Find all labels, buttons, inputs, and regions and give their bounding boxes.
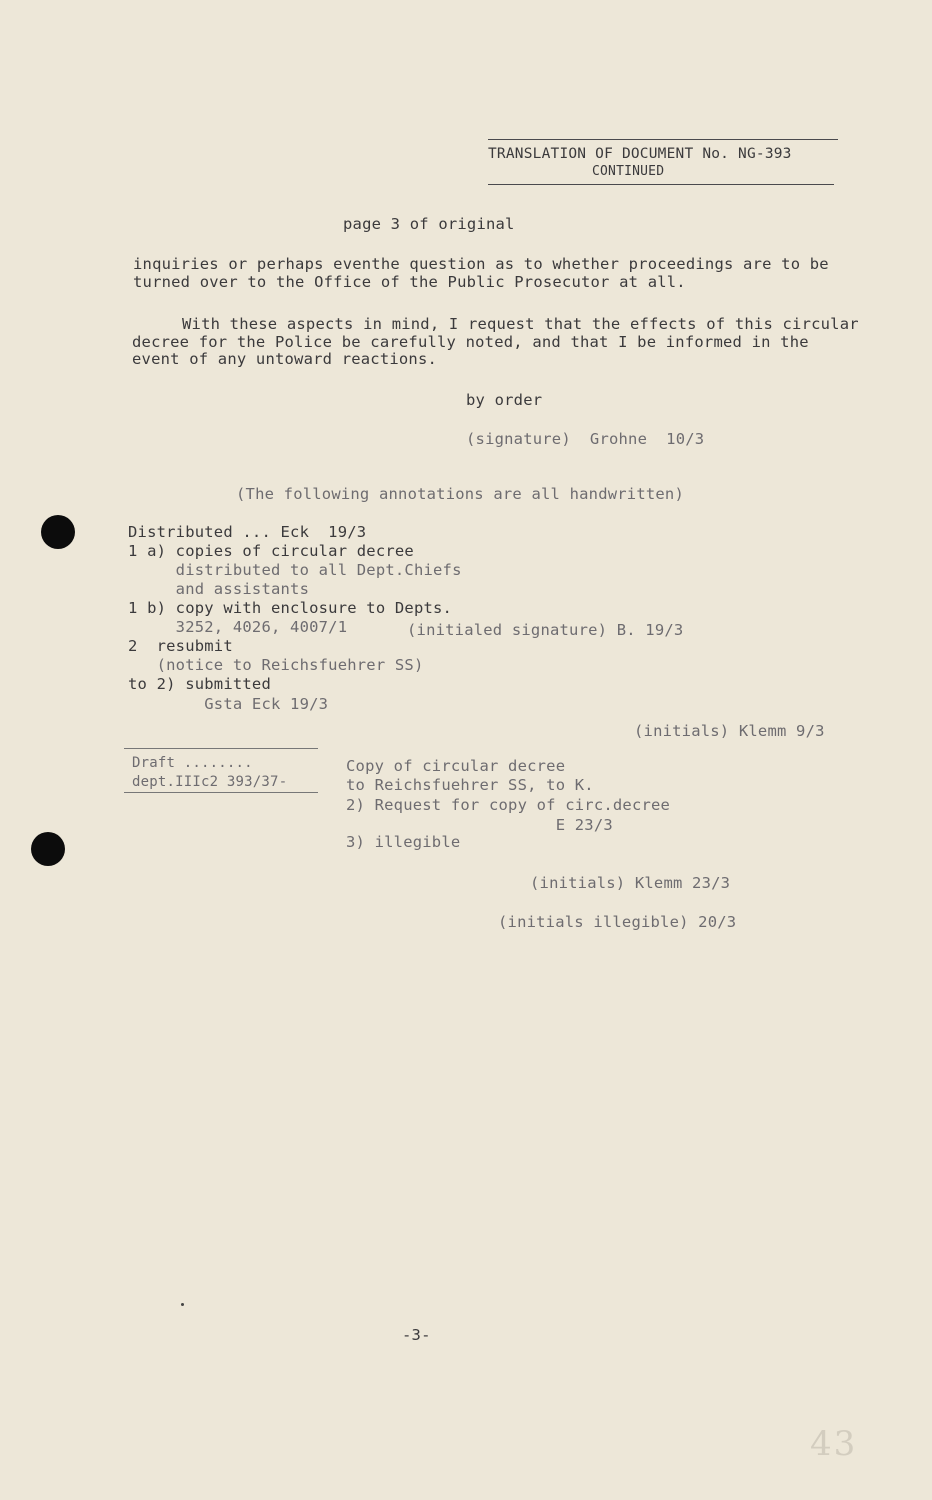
copy-note-4: E 23/3 [346, 816, 613, 834]
page-caption: page 3 of original [343, 215, 515, 233]
draft-line-1: Draft ........ [132, 755, 253, 771]
draft-rule-top [124, 748, 318, 749]
signature-line: (signature) Grohne 10/3 [466, 430, 705, 448]
copy-note-3: 2) Request for copy of circ.decree [346, 796, 671, 814]
stray-mark [181, 1303, 184, 1306]
para2-line-2: decree for the Police be carefully noted, and that I be informed in the [132, 333, 809, 351]
draft-rule-bottom [124, 792, 318, 793]
handwritten-page-number: 43 [810, 1424, 858, 1464]
distribution-line-10: Gsta Eck 19/3 [128, 695, 329, 713]
distribution-line-4: and assistants [128, 580, 310, 598]
annotations-note: (The following annotations are all handwritten) [236, 485, 684, 503]
para2-line-1: With these aspects in mind, I request that the effects of this circular [182, 315, 859, 333]
para1-line-2: turned over to the Office of the Public Prosecutor at all. [133, 273, 686, 291]
copy-note-1: Copy of circular decree [346, 757, 566, 775]
initials-klemm-2: (initials) Klemm 23/3 [530, 874, 731, 892]
draft-line-2: dept.IIIc2 393/37- [132, 774, 288, 790]
initials-klemm-1: (initials) Klemm 9/3 [634, 722, 825, 740]
initials-illegible: (initials illegible) 20/3 [498, 913, 737, 931]
punch-hole-top [41, 515, 75, 549]
by-order: by order [466, 391, 543, 409]
distribution-line-8: (notice to Reichsfuehrer SS) [128, 656, 424, 674]
header-rule-bottom [488, 184, 834, 185]
distribution-line-1: Distributed ... Eck 19/3 [128, 523, 367, 541]
distribution-line-6: 3252, 4026, 4007/1 [128, 618, 348, 636]
distribution-line-2: 1 a) copies of circular decree [128, 542, 414, 560]
distribution-line-5: 1 b) copy with enclosure to Depts. [128, 599, 453, 617]
distribution-line-3: distributed to all Dept.Chiefs [128, 561, 462, 579]
punch-hole-bottom [31, 832, 65, 866]
page-number: -3- [402, 1326, 431, 1344]
initialed-signature: (initialed signature) B. 19/3 [407, 621, 684, 639]
copy-note-2: to Reichsfuehrer SS, to K. [346, 776, 594, 794]
distribution-line-7: 2 resubmit [128, 637, 233, 655]
para2-line-3: event of any untoward reactions. [132, 350, 438, 368]
distribution-line-9: to 2) submitted [128, 675, 271, 693]
header-line-1: TRANSLATION OF DOCUMENT No. NG-393 [488, 146, 792, 162]
copy-note-5: 3) illegible [346, 833, 461, 851]
header-line-2: CONTINUED [592, 164, 665, 179]
header-rule-top [488, 139, 838, 140]
para1-line-1: inquiries or perhaps eventhe question as to whether proceedings are to be [133, 255, 829, 273]
